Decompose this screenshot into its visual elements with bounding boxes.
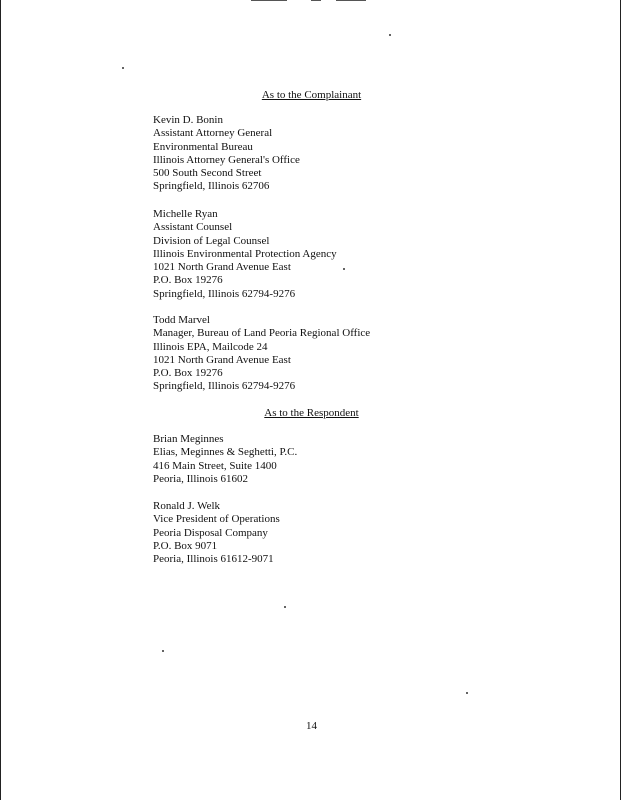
contact-line: Kevin D. Bonin — [153, 114, 223, 126]
contact-line: 500 South Second Street — [153, 167, 262, 180]
contact-line: Assistant Counsel — [153, 221, 233, 234]
contact-block-marvel — [153, 314, 370, 394]
contact-line: P.O. Box 9071 — [153, 539, 218, 552]
contact-block-welk — [153, 500, 280, 566]
respondent-heading: As to the Respondent — [264, 407, 359, 419]
contact-line: 416 Main Street, Suite 1400 — [153, 459, 277, 472]
contact-block-bonin — [153, 114, 300, 194]
contact-line: Environmental Bureau — [153, 140, 253, 153]
contact-line: Division of Legal Counsel — [153, 234, 270, 247]
contact-line: 1021 North Grand Avenue East — [153, 261, 291, 274]
contact-line: Assistant Attorney General — [153, 127, 273, 140]
scan-speck — [284, 606, 286, 608]
contact-line: P.O. Box 19276 — [153, 367, 223, 380]
scan-artifact — [251, 0, 287, 1]
contact-block-meginnes — [153, 433, 297, 486]
contact-line: Peoria, Illinois 61612-9071 — [153, 553, 274, 566]
contact-line: Springfield, Illinois 62794-9276 — [153, 380, 296, 393]
contact-line: Springfield, Illinois 62794-9276 — [153, 287, 296, 300]
contact-block-ryan — [153, 208, 337, 301]
contact-line: P.O. Box 19276 — [153, 274, 223, 287]
scan-speck — [162, 650, 164, 652]
contact-line: Vice President of Operations — [153, 513, 280, 526]
contact-line: Illinois Environmental Protection Agency — [153, 247, 337, 260]
scan-artifact — [336, 0, 366, 1]
scan-speck — [466, 692, 468, 694]
scan-speck — [122, 67, 124, 69]
contact-line: Michelle Ryan — [153, 208, 218, 220]
scan-artifact — [311, 0, 321, 1]
contact-line: Springfield, Illinois 62706 — [153, 180, 270, 193]
page-number: 14 — [306, 720, 317, 732]
scan-speck — [343, 268, 345, 270]
contact-line: Manager, Bureau of Land Peoria Regional Office — [153, 327, 371, 340]
scan-speck — [389, 34, 391, 36]
contact-line: Brian Meginnes — [153, 433, 224, 445]
contact-line: Elias, Meginnes & Seghetti, P.C. — [153, 446, 298, 459]
contact-line: Illinois EPA, Mailcode 24 — [153, 340, 268, 353]
contact-line: Peoria, Illinois 61602 — [153, 472, 249, 485]
complainant-heading: As to the Complainant — [261, 89, 362, 101]
contact-line: Todd Marvel — [153, 314, 210, 326]
contact-line: 1021 North Grand Avenue East — [153, 353, 291, 366]
contact-line: Peoria Disposal Company — [153, 526, 268, 539]
contact-line: Illinois Attorney General's Office — [153, 153, 300, 166]
contact-line: Ronald J. Welk — [153, 500, 221, 512]
